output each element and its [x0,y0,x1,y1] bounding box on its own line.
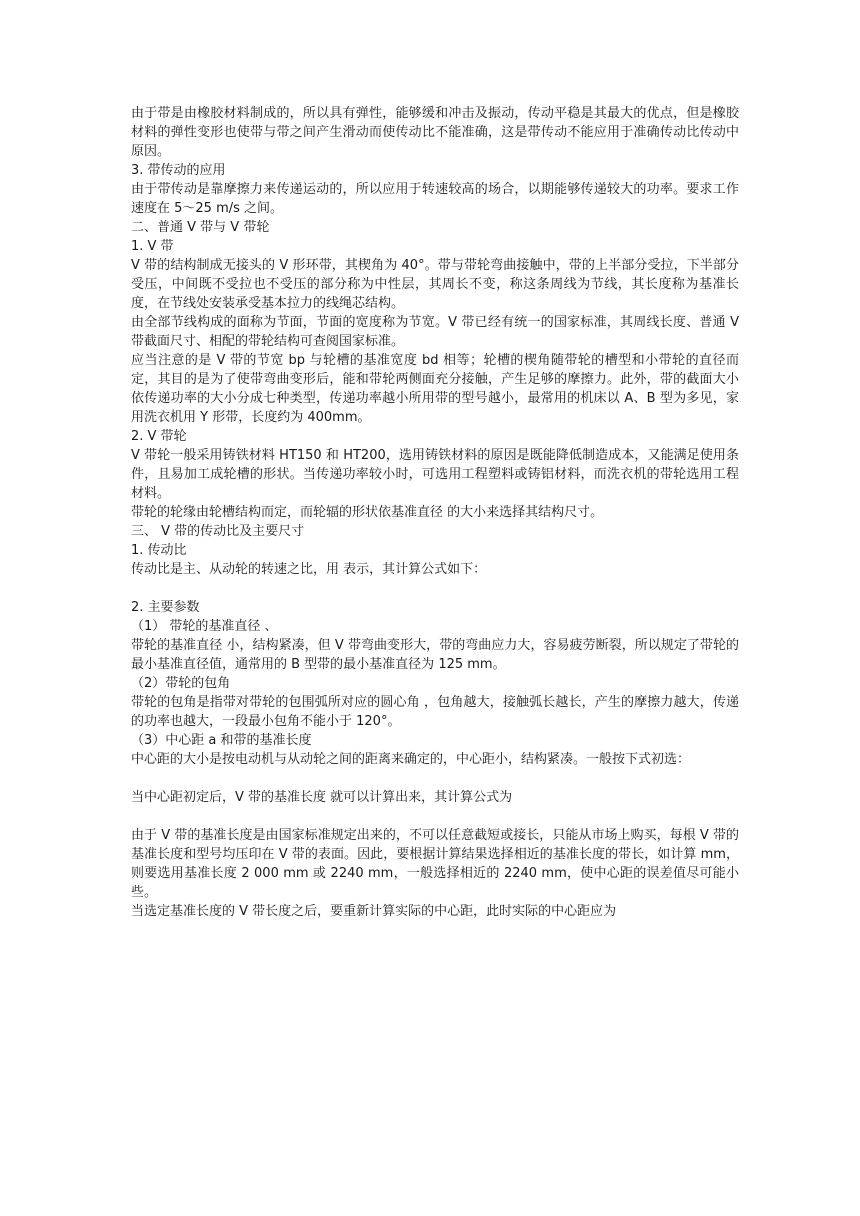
document-paragraph: 传动比是主、从动轮的转速之比，用 表示，其计算公式如下： [131,562,487,577]
document-paragraph: 3. 带传动的应用 [131,163,226,178]
document-paragraph: 带轮的轮缘由轮槽结构而定，而轮辐的形状依基准直径 的大小来选择其结构尺寸。 [131,505,604,520]
document-page [131,104,739,921]
document-paragraph: 1. 传动比 [131,543,187,558]
document-paragraph: 三、 V 带的传动比及主要尺寸 [131,524,305,539]
document-paragraph: （1） 带轮的基准直径 、 [131,619,278,634]
document-paragraph: V 带的结构制成无接头的 V 形环带，其楔角为 40°。带与带轮弯曲接触中，带的上半部分受拉，下半部分受压，中间既不受拉也不受压的部分称为中性层，其周长不变，称这条周线为节线，其长度称为基准长度，在节线处安装承受基本拉力的线绳芯结构。 [131,258,739,311]
blank-line [131,579,739,598]
document-paragraph: 当中心距初定后，V 带的基准长度 就可以计算出来，其计算公式为 [131,790,513,805]
document-paragraph: 当选定基准长度的 V 带长度之后，要重新计算实际的中心距，此时实际的中心距应为 [131,904,617,919]
document-paragraph: 应当注意的是 V 带的节宽 bp 与轮槽的基准宽度 bd 相等；轮槽的楔角随带轮的槽型和小带轮的直径而定，其目的是为了使带弯曲变形后，能和带轮两侧面充分接触，产生足够的摩擦力。此外，带的截面大小依传递功率的大小分成七种类型，传递功率越小所用带的型号越小，最常用的机床以 A、B 型为多见，家用洗衣机用 Y 形带，长度约为 400mm。 [131,353,739,425]
document-paragraph: 二、普通 V 带与 V 带轮 [131,220,270,235]
document-paragraph: 2. V 带轮 [131,429,187,444]
document-paragraph: 由于带传动是靠摩擦力来传递运动的，所以应用于转速较高的场合，以期能够传递较大的功率。要求工作速度在 5～25 m/s 之间。 [131,182,739,216]
blank-line [131,807,739,826]
document-paragraph: 带轮的基准直径 小，结构紧凑，但 V 带弯曲变形大，带的弯曲应力大，容易疲劳断裂，所以规定了带轮的最小基准直径值，通常用的 B 型带的最小基准直径为 125 mm。 [131,638,739,672]
document-paragraph: 由于 V 带的基准长度是由国家标准规定出来的，不可以任意截短或接长，只能从市场上购买，每根 V 带的基准长度和型号均压印在 V 带的表面。因此，要根据计算结果选择相近的基准长度的带长，如计算 mm，则要选用基准长度 2 000 mm 或 2240 mm，一般选择相近的 2240 mm，使中心距的误差值尽可能小些。 [131,828,739,900]
document-paragraph: 中心距的大小是按电动机与从动轮之间的距离来确定的，中心距小，结构紧凑。一般按下式初选： [131,752,691,767]
document-paragraph: 2. 主要参数 [131,600,200,615]
blank-line [131,769,739,788]
document-paragraph: （2）带轮的包角 [131,676,231,691]
document-paragraph: 由全部节线构成的面称为节面，节面的宽度称为节宽。V 带已经有统一的国家标准，其周线长度、普通 V 带截面尺寸、相配的带轮结构可查阅国家标准。 [131,315,739,349]
document-paragraph: 由于带是由橡胶材料制成的，所以具有弹性，能够缓和冲击及振动，传动平稳是其最大的优点，但是橡胶材料的弹性变形也使带与带之间产生滑动而使传动比不能准确，这是带传动不能应用于准确传动比传动中原因。 [131,106,739,159]
document-paragraph: 带轮的包角是指带对带轮的包围弧所对应的圆心角 ，包角越大，接触弧长越长，产生的摩擦力越大，传递的功率也越大，一段最小包角不能小于 120°。 [131,695,739,729]
document-paragraph: （3）中心距 a 和带的基准长度 [131,733,312,748]
document-paragraph: 1. V 带 [131,239,174,254]
document-paragraph: V 带轮一般采用铸铁材料 HT150 和 HT200，选用铸铁材料的原因是既能降低制造成本，又能满足使用条件，且易加工成轮槽的形状。当传递功率较小时，可选用工程塑料或铸铝材料，而洗衣机的带轮选用工程材料。 [131,448,739,501]
